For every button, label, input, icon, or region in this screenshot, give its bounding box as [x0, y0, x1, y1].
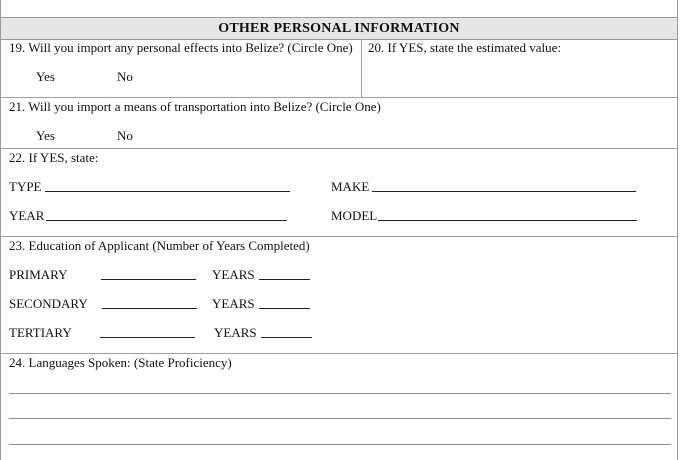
year-field[interactable] — [46, 220, 287, 221]
divider — [1, 236, 677, 237]
secondary-field[interactable] — [102, 308, 197, 309]
divider — [1, 97, 677, 98]
year-label: YEAR — [9, 208, 45, 223]
model-field[interactable] — [378, 220, 637, 221]
secondary-label: SECONDARY — [9, 296, 88, 311]
q21-label: 21. Will you import a means of transportation into Belize? (Circle One) — [9, 99, 381, 114]
make-field[interactable] — [372, 191, 636, 192]
type-label: TYPE — [9, 179, 42, 194]
q24-label: 24. Languages Spoken: (State Proficiency) — [9, 355, 232, 370]
type-field[interactable] — [45, 191, 290, 192]
divider — [1, 148, 677, 149]
make-label: MAKE — [331, 179, 370, 194]
tertiary-label: TERTIARY — [9, 325, 72, 340]
q22-label: 22. If YES, state: — [9, 150, 99, 165]
q21-yes-option[interactable]: Yes — [36, 128, 55, 143]
languages-line-3[interactable] — [9, 444, 671, 445]
q21-no-option[interactable]: No — [117, 128, 133, 143]
q19-no-option[interactable]: No — [117, 69, 133, 84]
languages-line-2[interactable] — [9, 418, 671, 419]
tertiary-years-field[interactable] — [261, 337, 312, 338]
secondary-years-field[interactable] — [259, 308, 310, 309]
model-label: MODEL — [331, 208, 378, 223]
q20-label: 20. If YES, state the estimated value: — [368, 40, 562, 55]
tertiary-field[interactable] — [100, 337, 195, 338]
languages-line-1[interactable] — [9, 393, 671, 394]
q19-label: 19. Will you import any personal effects into Belize? (Circle One) — [9, 40, 353, 55]
primary-field[interactable] — [101, 279, 196, 280]
q23-label: 23. Education of Applicant (Number of Years Completed) — [9, 238, 310, 253]
section-header: OTHER PERSONAL INFORMATION — [1, 17, 677, 40]
secondary-years-label: YEARS — [212, 296, 255, 311]
q19-q20-divider — [361, 39, 362, 97]
tertiary-years-label: YEARS — [214, 325, 257, 340]
primary-years-field[interactable] — [259, 279, 310, 280]
q19-yes-option[interactable]: Yes — [36, 69, 55, 84]
primary-label: PRIMARY — [9, 267, 68, 282]
divider — [1, 353, 677, 354]
primary-years-label: YEARS — [212, 267, 255, 282]
